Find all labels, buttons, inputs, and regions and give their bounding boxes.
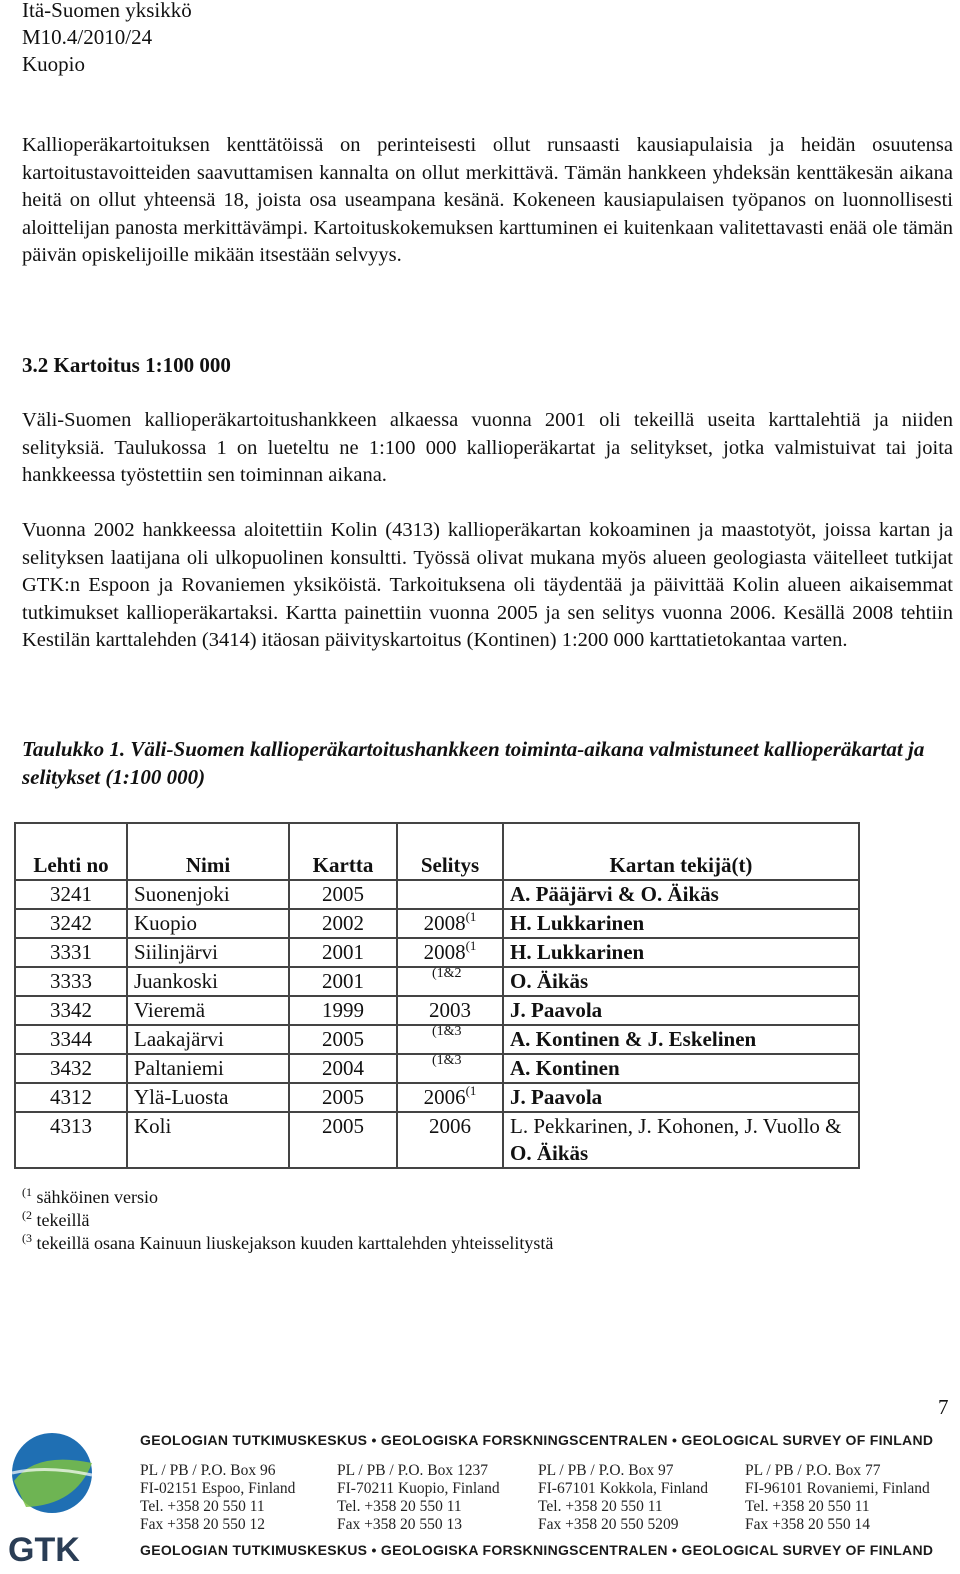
office-city: FI-70211 Kuopio, Finland bbox=[337, 1480, 500, 1497]
office-address bbox=[337, 1462, 500, 1534]
office-tel: Tel. +358 20 550 11 bbox=[337, 1498, 462, 1515]
office-box: PL / PB / P.O. Box 97 bbox=[538, 1462, 674, 1479]
cell-tekija: A. Kontinen bbox=[503, 1054, 859, 1083]
office-tel: Tel. +358 20 550 11 bbox=[745, 1498, 870, 1515]
cell-selitys bbox=[397, 1054, 503, 1083]
footnote-text: tekeillä osana Kainuun liuskejakson kuuden karttalehden yhteisselitystä bbox=[36, 1233, 554, 1253]
col-header-tekija: Kartan tekijä(t) bbox=[503, 823, 859, 880]
office-address bbox=[538, 1462, 708, 1534]
selitys-year: 2008 bbox=[423, 911, 466, 935]
table-row bbox=[15, 1083, 859, 1112]
office-box: PL / PB / P.O. Box 96 bbox=[140, 1462, 276, 1479]
selitys-footnote-mark: (1 bbox=[465, 909, 477, 924]
cell-tekija: J. Paavola bbox=[503, 996, 859, 1025]
office-fax: Fax +358 20 550 13 bbox=[337, 1516, 462, 1533]
cell-lehti: 3344 bbox=[15, 1025, 127, 1054]
gtk-logo bbox=[6, 1433, 102, 1568]
footnote-mark: (2 bbox=[22, 1208, 32, 1222]
page-number: 7 bbox=[938, 1395, 949, 1419]
cell-tekija bbox=[503, 1112, 859, 1168]
cell-kartta: 2005 bbox=[289, 1083, 397, 1112]
col-header-nimi: Nimi bbox=[127, 823, 289, 880]
selitys-footnote-mark: (1&3 bbox=[432, 1024, 462, 1039]
cell-kartta: 2001 bbox=[289, 967, 397, 996]
cell-selitys bbox=[397, 938, 503, 967]
footnote-mark: (3 bbox=[22, 1231, 32, 1245]
table-row bbox=[15, 909, 859, 938]
office-fax: Fax +358 20 550 14 bbox=[745, 1516, 870, 1533]
cell-lehti: 3342 bbox=[15, 996, 127, 1025]
office-city: FI-96101 Rovaniemi, Finland bbox=[745, 1480, 930, 1497]
office-box: PL / PB / P.O. Box 1237 bbox=[337, 1462, 489, 1479]
footnote-text: sähköinen versio bbox=[36, 1187, 158, 1207]
table-row bbox=[15, 996, 859, 1025]
cell-tekija: H. Lukkarinen bbox=[503, 938, 859, 967]
table-header-row bbox=[15, 823, 859, 880]
selitys-footnote-mark: (1 bbox=[465, 938, 477, 953]
selitys-year: 2006 bbox=[429, 1114, 471, 1138]
cell-selitys bbox=[397, 1112, 503, 1168]
cell-nimi: Juankoski bbox=[127, 967, 289, 996]
footnote-text: tekeillä bbox=[36, 1210, 90, 1230]
cell-lehti: 3432 bbox=[15, 1054, 127, 1083]
tekija-names: L. Pekkarinen, J. Kohonen, J. Vuollo & bbox=[510, 1114, 842, 1138]
header-unit: Itä-Suomen yksikkö bbox=[22, 0, 192, 22]
document-header bbox=[22, 0, 192, 78]
office-fax: Fax +358 20 550 5209 bbox=[538, 1516, 679, 1533]
office-fax: Fax +358 20 550 12 bbox=[140, 1516, 265, 1533]
cell-kartta: 2005 bbox=[289, 880, 397, 909]
office-city: FI-67101 Kokkola, Finland bbox=[538, 1480, 709, 1497]
footnote bbox=[22, 1209, 553, 1232]
cell-nimi: Ylä-Luosta bbox=[127, 1083, 289, 1112]
section-heading: 3.2 Kartoitus 1:100 000 bbox=[22, 353, 231, 377]
table-row bbox=[15, 1112, 859, 1168]
cell-selitys bbox=[397, 996, 503, 1025]
cell-kartta: 2005 bbox=[289, 1112, 397, 1168]
footer-band-top: GEOLOGIAN TUTKIMUSKESKUS • GEOLOGISKA FORSKNINGSCENTRALEN • GEOLOGICAL SURVEY OF FINLAND bbox=[140, 1432, 934, 1448]
cell-selitys bbox=[397, 1083, 503, 1112]
office-city: FI-02151 Espoo, Finland bbox=[140, 1480, 296, 1497]
selitys-year: 2006 bbox=[423, 1085, 466, 1109]
header-reference: M10.4/2010/24 bbox=[22, 25, 153, 49]
cell-lehti: 3242 bbox=[15, 909, 127, 938]
cell-selitys bbox=[397, 909, 503, 938]
cell-nimi: Vieremä bbox=[127, 996, 289, 1025]
table-row bbox=[15, 1054, 859, 1083]
table-row bbox=[15, 938, 859, 967]
cell-kartta: 1999 bbox=[289, 996, 397, 1025]
cell-kartta: 2002 bbox=[289, 909, 397, 938]
paragraph-1: Kallioperäkartoituksen kenttätöissä on perinteisesti ollut runsaasti kausiapulaisia ja heidän osuutensa kartoitustavoitteiden saavuttamisen kannalta on ollut merkittävä. Tämän hankkeen yhdeksän kenttäkesän aikana heitä on ollut yhteensä 18, joista osa useampana kesänä. Kokeneen kausiapulaisen työpanos on luonnollisesti aloittelijan panosta merkittävämpi. Kartoituskokemuksen karttuminen ei kuitenkaan valitettavasti enää ole tämän päivän opiskelijoille mikään itsestään selvyys. bbox=[22, 134, 953, 266]
selitys-footnote-mark: (1&2 bbox=[432, 966, 462, 981]
cell-nimi: Kuopio bbox=[127, 909, 289, 938]
footnote-mark: (1 bbox=[22, 1185, 32, 1199]
office-address bbox=[140, 1462, 295, 1534]
col-header-kartta: Kartta bbox=[289, 823, 397, 880]
cell-nimi: Laakajärvi bbox=[127, 1025, 289, 1054]
tekija-names-bold: O. Äikäs bbox=[510, 1141, 589, 1165]
footer-band-bottom: GEOLOGIAN TUTKIMUSKESKUS • GEOLOGISKA FORSKNINGSCENTRALEN • GEOLOGICAL SURVEY OF FINLAND bbox=[140, 1542, 934, 1558]
maps-table bbox=[14, 822, 860, 1169]
paragraph-2: Väli-Suomen kallioperäkartoitushankkeen alkaessa vuonna 2001 oli tekeillä useita karttalehtiä ja niiden selityksiä. Taulukossa 1 on lueteltu ne 1:100 000 kallioperäkartat ja selitykset, jotka valmistuivat tai joita hankkeessa työstettiin sen toiminnan aikana. bbox=[22, 409, 953, 486]
office-tel: Tel. +358 20 550 11 bbox=[538, 1498, 663, 1515]
table-row bbox=[15, 880, 859, 909]
cell-lehti: 3333 bbox=[15, 967, 127, 996]
header-city: Kuopio bbox=[22, 52, 85, 76]
selitys-footnote-mark: (1&3 bbox=[432, 1053, 462, 1068]
paragraph-3: Vuonna 2002 hankkeessa aloitettiin Kolin (4313) kallioperäkartan kokoaminen ja maastotyöt, joissa kartan ja selityksen laatijana oli ulkopuolinen konsultti. Työssä olivat mukana myös alueen geologiasta väitelleet tutkijat GTK:n Espoon ja Rovaniemen yksiköistä. Tarkoituksena oli täydentää ja päivittää Kolin alueen aikaisemmat tutkimukset kallioperäkartaksi. Kartta painettiin vuonna 2005 ja sen selitys vuonna 2006. Kesällä 2008 tehtiin Kestilän karttalehden (3414) itäosan päivityskartoitus (Kontinen) 1:200 000 karttatietokantaa varten. bbox=[22, 519, 953, 651]
cell-selitys bbox=[397, 880, 503, 909]
cell-lehti: 4312 bbox=[15, 1083, 127, 1112]
table-caption: Taulukko 1. Väli-Suomen kallioperäkartoitushankkeen toiminta-aikana valmistuneet kallioperäkartat ja selitykset (1:100 000) bbox=[22, 737, 925, 789]
cell-tekija: H. Lukkarinen bbox=[503, 909, 859, 938]
cell-selitys bbox=[397, 1025, 503, 1054]
footnote bbox=[22, 1232, 553, 1255]
cell-nimi: Suonenjoki bbox=[127, 880, 289, 909]
cell-tekija: O. Äikäs bbox=[503, 967, 859, 996]
selitys-year: 2008 bbox=[423, 940, 466, 964]
cell-nimi: Paltaniemi bbox=[127, 1054, 289, 1083]
office-address bbox=[745, 1462, 930, 1534]
cell-kartta: 2004 bbox=[289, 1054, 397, 1083]
cell-nimi: Siilinjärvi bbox=[127, 938, 289, 967]
cell-kartta: 2001 bbox=[289, 938, 397, 967]
cell-tekija: A. Pääjärvi & O. Äikäs bbox=[503, 880, 859, 909]
col-header-selitys: Selitys bbox=[397, 823, 503, 880]
cell-lehti: 3241 bbox=[15, 880, 127, 909]
office-box: PL / PB / P.O. Box 77 bbox=[745, 1462, 881, 1479]
footnote bbox=[22, 1186, 553, 1209]
cell-selitys bbox=[397, 967, 503, 996]
table-row bbox=[15, 967, 859, 996]
footnotes bbox=[22, 1186, 553, 1255]
cell-lehti: 4313 bbox=[15, 1112, 127, 1168]
cell-tekija: J. Paavola bbox=[503, 1083, 859, 1112]
selitys-footnote-mark: (1 bbox=[465, 1083, 477, 1098]
cell-lehti: 3331 bbox=[15, 938, 127, 967]
selitys-year: 2003 bbox=[429, 998, 471, 1022]
cell-nimi: Koli bbox=[127, 1112, 289, 1168]
col-header-lehti: Lehti no bbox=[15, 823, 127, 880]
office-tel: Tel. +358 20 550 11 bbox=[140, 1498, 265, 1515]
cell-tekija: A. Kontinen & J. Eskelinen bbox=[503, 1025, 859, 1054]
logo-text: GTK bbox=[8, 1531, 80, 1568]
table-row bbox=[15, 1025, 859, 1054]
cell-kartta: 2005 bbox=[289, 1025, 397, 1054]
